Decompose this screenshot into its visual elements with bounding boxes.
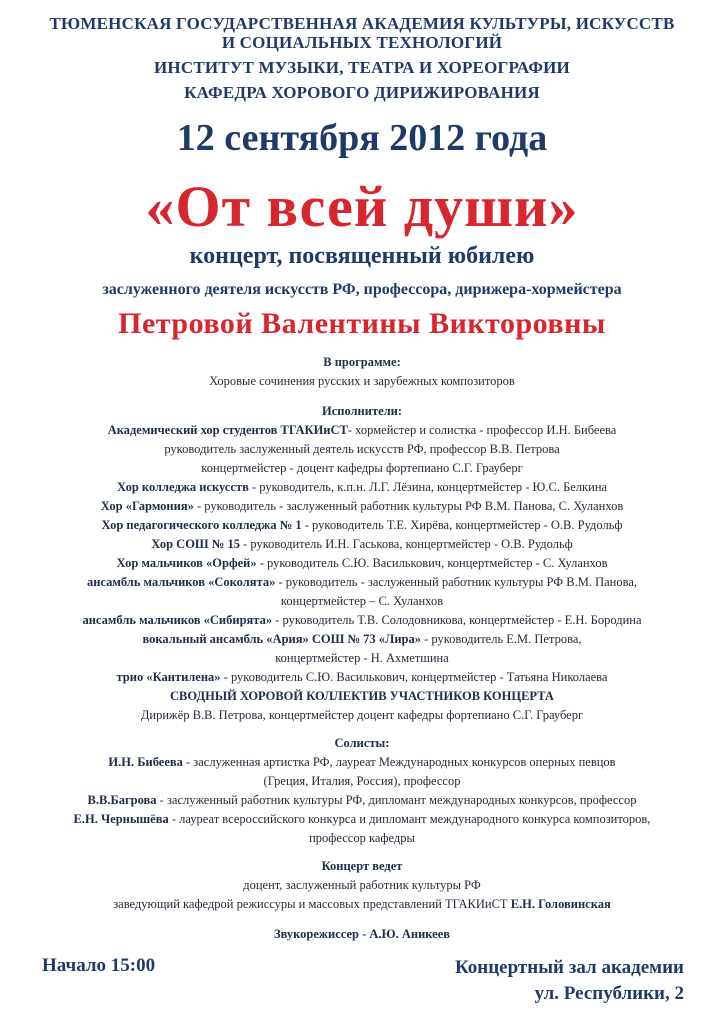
- academy-name-line1: ТЮМЕНСКАЯ ГОСУДАРСТВЕННАЯ АКАДЕМИЯ КУЛЬТУРЫ, ИСКУССТВ: [49, 14, 675, 33]
- soloist-line-text: (Греция, Италия, Россия), профессор: [263, 774, 461, 788]
- soloist-line: [0, 791, 724, 810]
- performer-line-text: - руководитель С.Ю. Василькович, концертмейстер - Татьяна Николаева: [220, 670, 608, 684]
- performer-line: [0, 554, 724, 573]
- performer-line: [0, 573, 724, 592]
- venue-name: Концертный зал академии: [454, 957, 684, 978]
- performers-section: [0, 402, 724, 725]
- performer-line-text: руководитель заслуженный деятель искусств РФ, профессор В.В. Петрова: [164, 442, 560, 456]
- soloist-line: [0, 772, 724, 791]
- performer-line-bold: ансамбль мальчиков «Сибирята»: [82, 613, 273, 627]
- performer-line-bold: Хор СОШ № 15: [151, 537, 240, 551]
- performer-line-bold: СВОДНЫЙ ХОРОВОЙ КОЛЛЕКТИВ УЧАСТНИКОВ КОНЦЕРТА: [170, 689, 554, 703]
- institute-name: ИНСТИТУТ МУЗЫКИ, ТЕАТРА И ХОРЕОГРАФИИ: [154, 58, 570, 77]
- program-section: [0, 353, 724, 391]
- performer-line-text: - руководитель Т.В. Солодовникова, концертмейстер - Е.Н. Бородина: [272, 613, 642, 627]
- performer-line: [0, 516, 724, 535]
- performer-line-bold: Академический хор студентов ТГАКИиСТ: [107, 423, 348, 437]
- concert-title: «От всей души»: [145, 174, 579, 239]
- subtitle-dedication: концерт, посвященный юбилею: [189, 243, 535, 269]
- host-line1: доцент, заслуженный работник культуры РФ: [243, 878, 481, 892]
- venue-block: [455, 955, 684, 1007]
- host-section: [0, 857, 724, 914]
- venue-address: ул. Республики, 2: [534, 983, 684, 1004]
- performer-line: [0, 668, 724, 687]
- soloist-line: [0, 829, 724, 848]
- soloist-line-bold: В.В.Багрова: [87, 793, 157, 807]
- performer-line-bold: Хор педагогического колледжа № 1: [101, 518, 302, 532]
- performer-line: [0, 706, 724, 725]
- performer-line-bold: Хор «Гармония»: [100, 499, 194, 513]
- program-text: Хоровые сочинения русских и зарубежных композиторов: [209, 374, 515, 388]
- academy-name-line2: И СОЦИАЛЬНЫХ ТЕХНОЛОГИЙ: [221, 33, 503, 52]
- performer-line: [0, 611, 724, 630]
- soloists-heading: Солисты:: [334, 736, 390, 750]
- performer-line: [0, 649, 724, 668]
- performer-line-text: - руководитель Т.Е. Хирёва, концертмейстер - О.В. Рудольф: [301, 518, 623, 532]
- performer-line-bold: ансамбль мальчиков «Соколята»: [86, 575, 276, 589]
- date: 12 сентября 2012 года: [176, 117, 548, 159]
- performer-line: [0, 630, 724, 649]
- performer-line-text: - руководитель - заслуженный работник культуры РФ В.М. Панова, С. Хуланхов: [193, 499, 624, 513]
- host-name: Е.Н. Головинская: [507, 897, 611, 911]
- performer-line-text: концертмейстер - Н. Ахметшина: [275, 651, 449, 665]
- soloist-line: [0, 810, 724, 829]
- performer-line-text: Дирижёр В.В. Петрова, концертмейстер доцент кафедры фортепиано С.Г. Грауберг: [140, 708, 584, 722]
- soloist-line-text: - лауреат всероссийского конкурса и дипломант международного конкурса композиторов,: [168, 812, 651, 826]
- performer-line-text: концертмейстер - доцент кафедры фортепиано С.Г. Грауберг: [201, 461, 523, 475]
- soloist-line-text: - заслуженный работник культуры РФ, дипломант международных конкурсов, профессор: [156, 793, 637, 807]
- performers-list: [0, 421, 724, 725]
- performers-heading: Исполнители:: [321, 404, 403, 418]
- sound-name: - А.Ю. Аникеев: [358, 927, 451, 941]
- performer-line-text: - руководитель С.Ю. Василькович, концертмейстер - С. Хуланхов: [256, 556, 608, 570]
- soloists-list: [0, 753, 724, 848]
- performer-line-text: - руководитель Е.М. Петрова,: [421, 632, 582, 646]
- performer-line: [0, 421, 724, 440]
- performer-line-text: - руководитель, к.п.н. Л.Г. Лёзина, концертмейстер - Ю.С. Белкина: [248, 480, 608, 494]
- soloists-section: [0, 734, 724, 848]
- soloist-line-bold: Е.Н. Чернышёва: [73, 812, 169, 826]
- department-name: КАФЕДРА ХОРОВОГО ДИРИЖИРОВАНИЯ: [184, 83, 540, 102]
- performer-line-bold: вокальный ансамбль «Ария» СОШ № 73 «Лира»: [142, 632, 421, 646]
- performer-line: [0, 440, 724, 459]
- performer-line: [0, 478, 724, 497]
- sound-engineer: [0, 925, 724, 944]
- subtitle-titles: заслуженного деятеля искусств РФ, профессора, дирижера-хормейстера: [102, 281, 622, 298]
- header-block: [0, 14, 724, 102]
- sound-label: Звукорежиссер: [273, 927, 359, 941]
- host-line2: [0, 895, 724, 914]
- performer-line-text: - руководитель И.Н. Гаськова, концертмейстер - О.В. Рудольф: [239, 537, 573, 551]
- soloist-line-bold: И.Н. Бибеева: [108, 755, 183, 769]
- performer-line-bold: Хор мальчиков «Орфей»: [116, 556, 257, 570]
- start-time: Начало 15:00: [42, 955, 156, 976]
- performer-line: [0, 687, 724, 706]
- performer-line: [0, 497, 724, 516]
- performer-line-text: - руководитель - заслуженный работник культуры РФ В.М. Панова,: [275, 575, 638, 589]
- performer-line-text: - хормейстер и солистка - профессор И.Н. Бибеева: [347, 423, 617, 437]
- performer-line-bold: Хор колледжа искусств: [116, 480, 249, 494]
- host-position: заведующий кафедрой режиссуры и массовых представлений ТГАКИиСТ: [113, 897, 508, 911]
- performer-line: [0, 592, 724, 611]
- performer-line: [0, 535, 724, 554]
- performer-line-text: концертмейстер – С. Хуланхов: [280, 594, 444, 608]
- soloist-line: [0, 753, 724, 772]
- performer-line: [0, 459, 724, 478]
- program-heading: В программе:: [323, 355, 401, 369]
- host-heading: Концерт ведет: [321, 859, 403, 873]
- soloist-line-text: - заслуженная артистка РФ, лауреат Международных конкурсов оперных певцов: [182, 755, 616, 769]
- honoree-name: Петровой Валентины Викторовны: [118, 307, 606, 340]
- soloist-line-text: профессор кафедры: [309, 831, 415, 845]
- performer-line-bold: трио «Кантилена»: [116, 670, 221, 684]
